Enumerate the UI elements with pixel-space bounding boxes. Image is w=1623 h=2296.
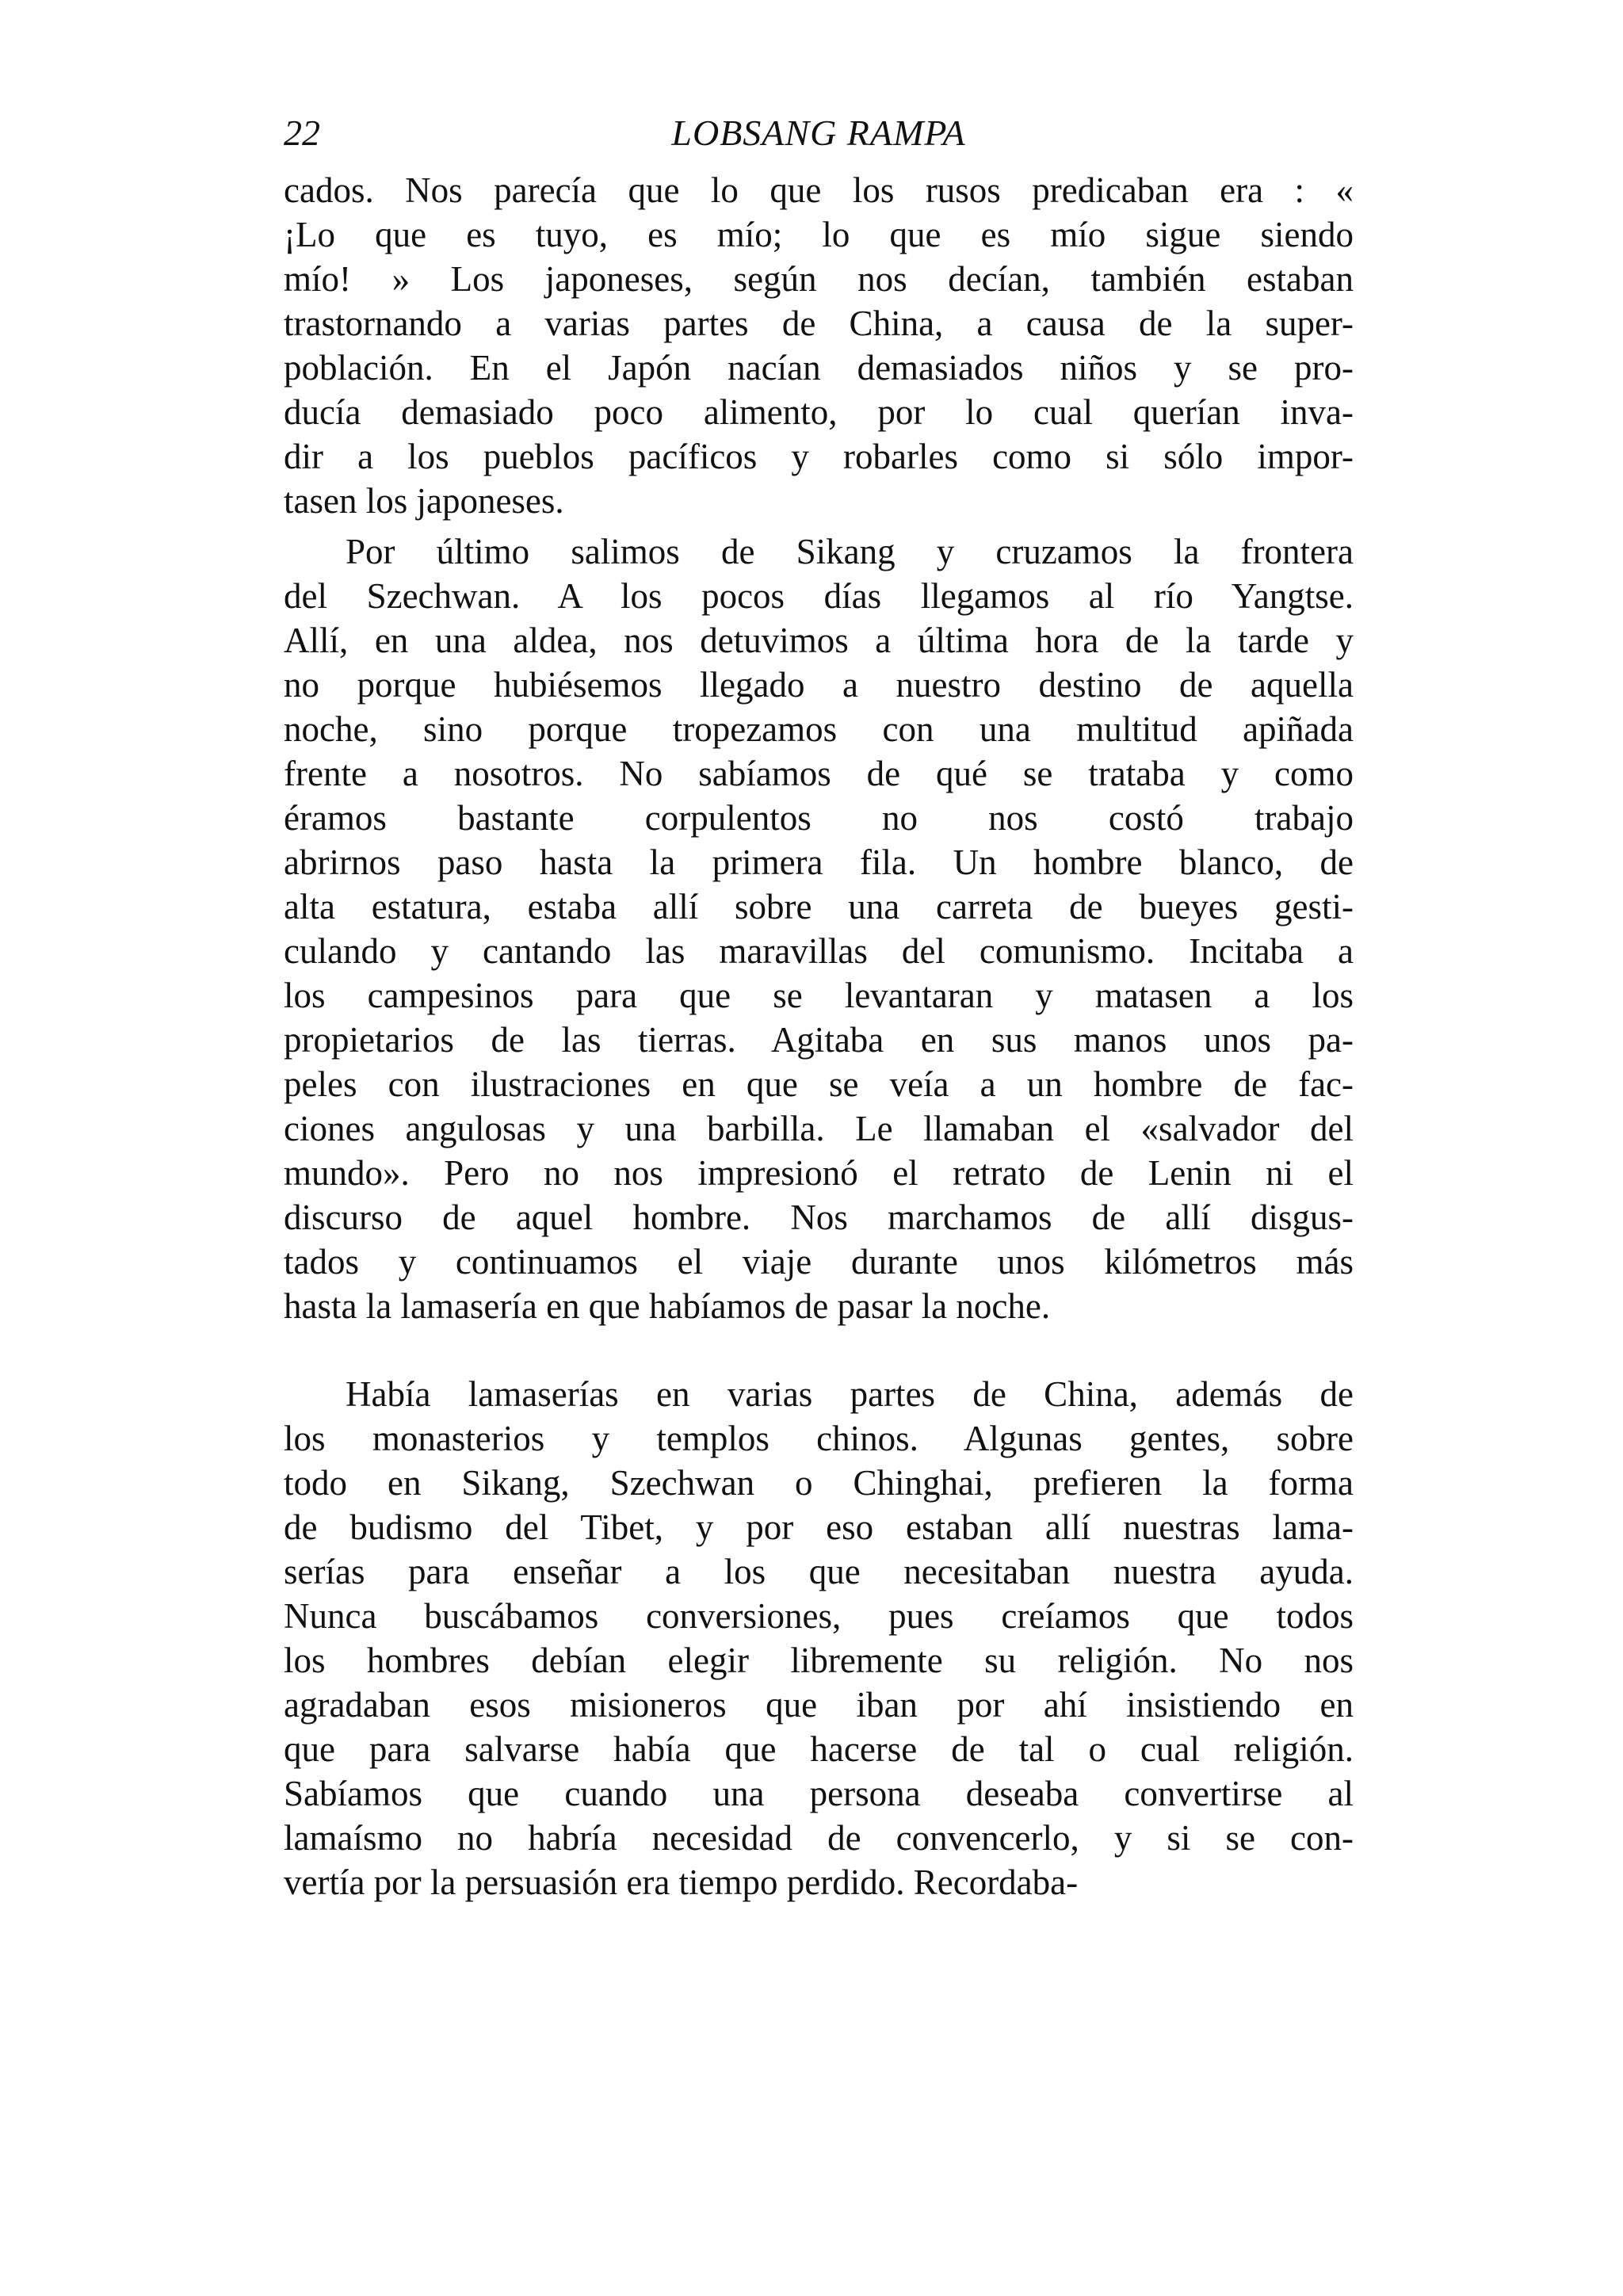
running-head bbox=[284, 101, 1354, 165]
text-line: Allí, en una aldea, nos detuvimos a última hora de la tarde y bbox=[284, 621, 1354, 660]
page-number: 22 bbox=[284, 113, 320, 153]
text-line: lamaísmo no habría necesidad de convencerlo, y si se con- bbox=[284, 1818, 1354, 1858]
text-line: peles con ilustraciones en que se veía a un hombre de fac- bbox=[284, 1064, 1354, 1104]
text-line: hasta la lamasería en que habíamos de pasar la noche. bbox=[284, 1286, 1051, 1326]
text-line: Nunca buscábamos conversiones, pues creíamos que todos bbox=[284, 1596, 1354, 1636]
text-line: noche, sino porque tropezamos con una multitud apiñada bbox=[284, 709, 1354, 749]
body-text bbox=[284, 168, 1354, 1904]
text-line: cados. Nos parecía que lo que los rusos predicaban era : « bbox=[284, 170, 1354, 210]
text-line: serías para enseñar a los que necesitaban nuestra ayuda. bbox=[284, 1552, 1354, 1591]
text-line: tados y continuamos el viaje durante unos kilómetros más bbox=[284, 1242, 1354, 1282]
text-line: ciones angulosas y una barbilla. Le llamaban el «salvador del bbox=[284, 1109, 1354, 1148]
text-line: éramos bastante corpulentos no nos costó trabajo bbox=[284, 798, 1354, 838]
text-line: del Szechwan. A los pocos días llegamos al río Yangtse. bbox=[284, 576, 1354, 616]
paragraph-1 bbox=[284, 168, 1354, 523]
book-page bbox=[284, 101, 1354, 1911]
text-line: agradaban esos misioneros que iban por ahí insistiendo en bbox=[284, 1685, 1354, 1725]
text-line: Había lamaserías en varias partes de China, además de bbox=[346, 1374, 1354, 1414]
text-line: vertía por la persuasión era tiempo perdido. Recordaba- bbox=[284, 1862, 1079, 1902]
text-line: mundo». Pero no nos impresionó el retrato de Lenin ni el bbox=[284, 1153, 1354, 1193]
paragraph-3 bbox=[284, 1372, 1354, 1904]
text-line: frente a nosotros. No sabíamos de qué se trataba y como bbox=[284, 754, 1354, 793]
text-line: ¡Lo que es tuyo, es mío; lo que es mío sigue siendo bbox=[284, 215, 1354, 254]
paragraph-2 bbox=[284, 529, 1354, 1328]
text-line: tasen los japoneses. bbox=[284, 481, 564, 521]
text-line: no porque hubiésemos llegado a nuestro destino de aquella bbox=[284, 665, 1354, 705]
text-line: población. En el Japón nacían demasiados niños y se pro- bbox=[284, 348, 1354, 388]
text-line: trastornando a varias partes de China, a causa de la super- bbox=[284, 304, 1354, 343]
text-line: propietarios de las tierras. Agitaba en sus manos unos pa- bbox=[284, 1020, 1354, 1060]
text-line: los campesinos para que se levantaran y matasen a los bbox=[284, 976, 1354, 1015]
text-line: discurso de aquel hombre. Nos marchamos de allí disgus- bbox=[284, 1198, 1354, 1237]
text-line: mío! » Los japoneses, según nos decían, también estaban bbox=[284, 259, 1354, 299]
text-line: ducía demasiado poco alimento, por lo cual querían inva- bbox=[284, 392, 1354, 432]
text-line: Por último salimos de Sikang y cruzamos la frontera bbox=[346, 532, 1354, 571]
text-line: dir a los pueblos pacíficos y robarles como si sólo impor- bbox=[284, 437, 1354, 476]
text-line: todo en Sikang, Szechwan o Chinghai, prefieren la forma bbox=[284, 1463, 1354, 1503]
text-line: culando y cantando las maravillas del comunismo. Incitaba a bbox=[284, 931, 1354, 971]
text-line: los hombres debían elegir libremente su religión. No nos bbox=[284, 1641, 1354, 1680]
text-line: Sabíamos que cuando una persona deseaba convertirse al bbox=[284, 1774, 1354, 1813]
book-title: LOBSANG RAMPA bbox=[671, 113, 966, 153]
text-line: que para salvarse había que hacerse de tal o cual religión. bbox=[284, 1729, 1354, 1769]
text-line: abrirnos paso hasta la primera fila. Un hombre blanco, de bbox=[284, 842, 1354, 882]
text-line: alta estatura, estaba allí sobre una carreta de bueyes gesti- bbox=[284, 887, 1354, 926]
text-line: los monasterios y templos chinos. Algunas gentes, sobre bbox=[284, 1419, 1354, 1458]
text-line: de budismo del Tibet, y por eso estaban allí nuestras lama- bbox=[284, 1507, 1354, 1547]
